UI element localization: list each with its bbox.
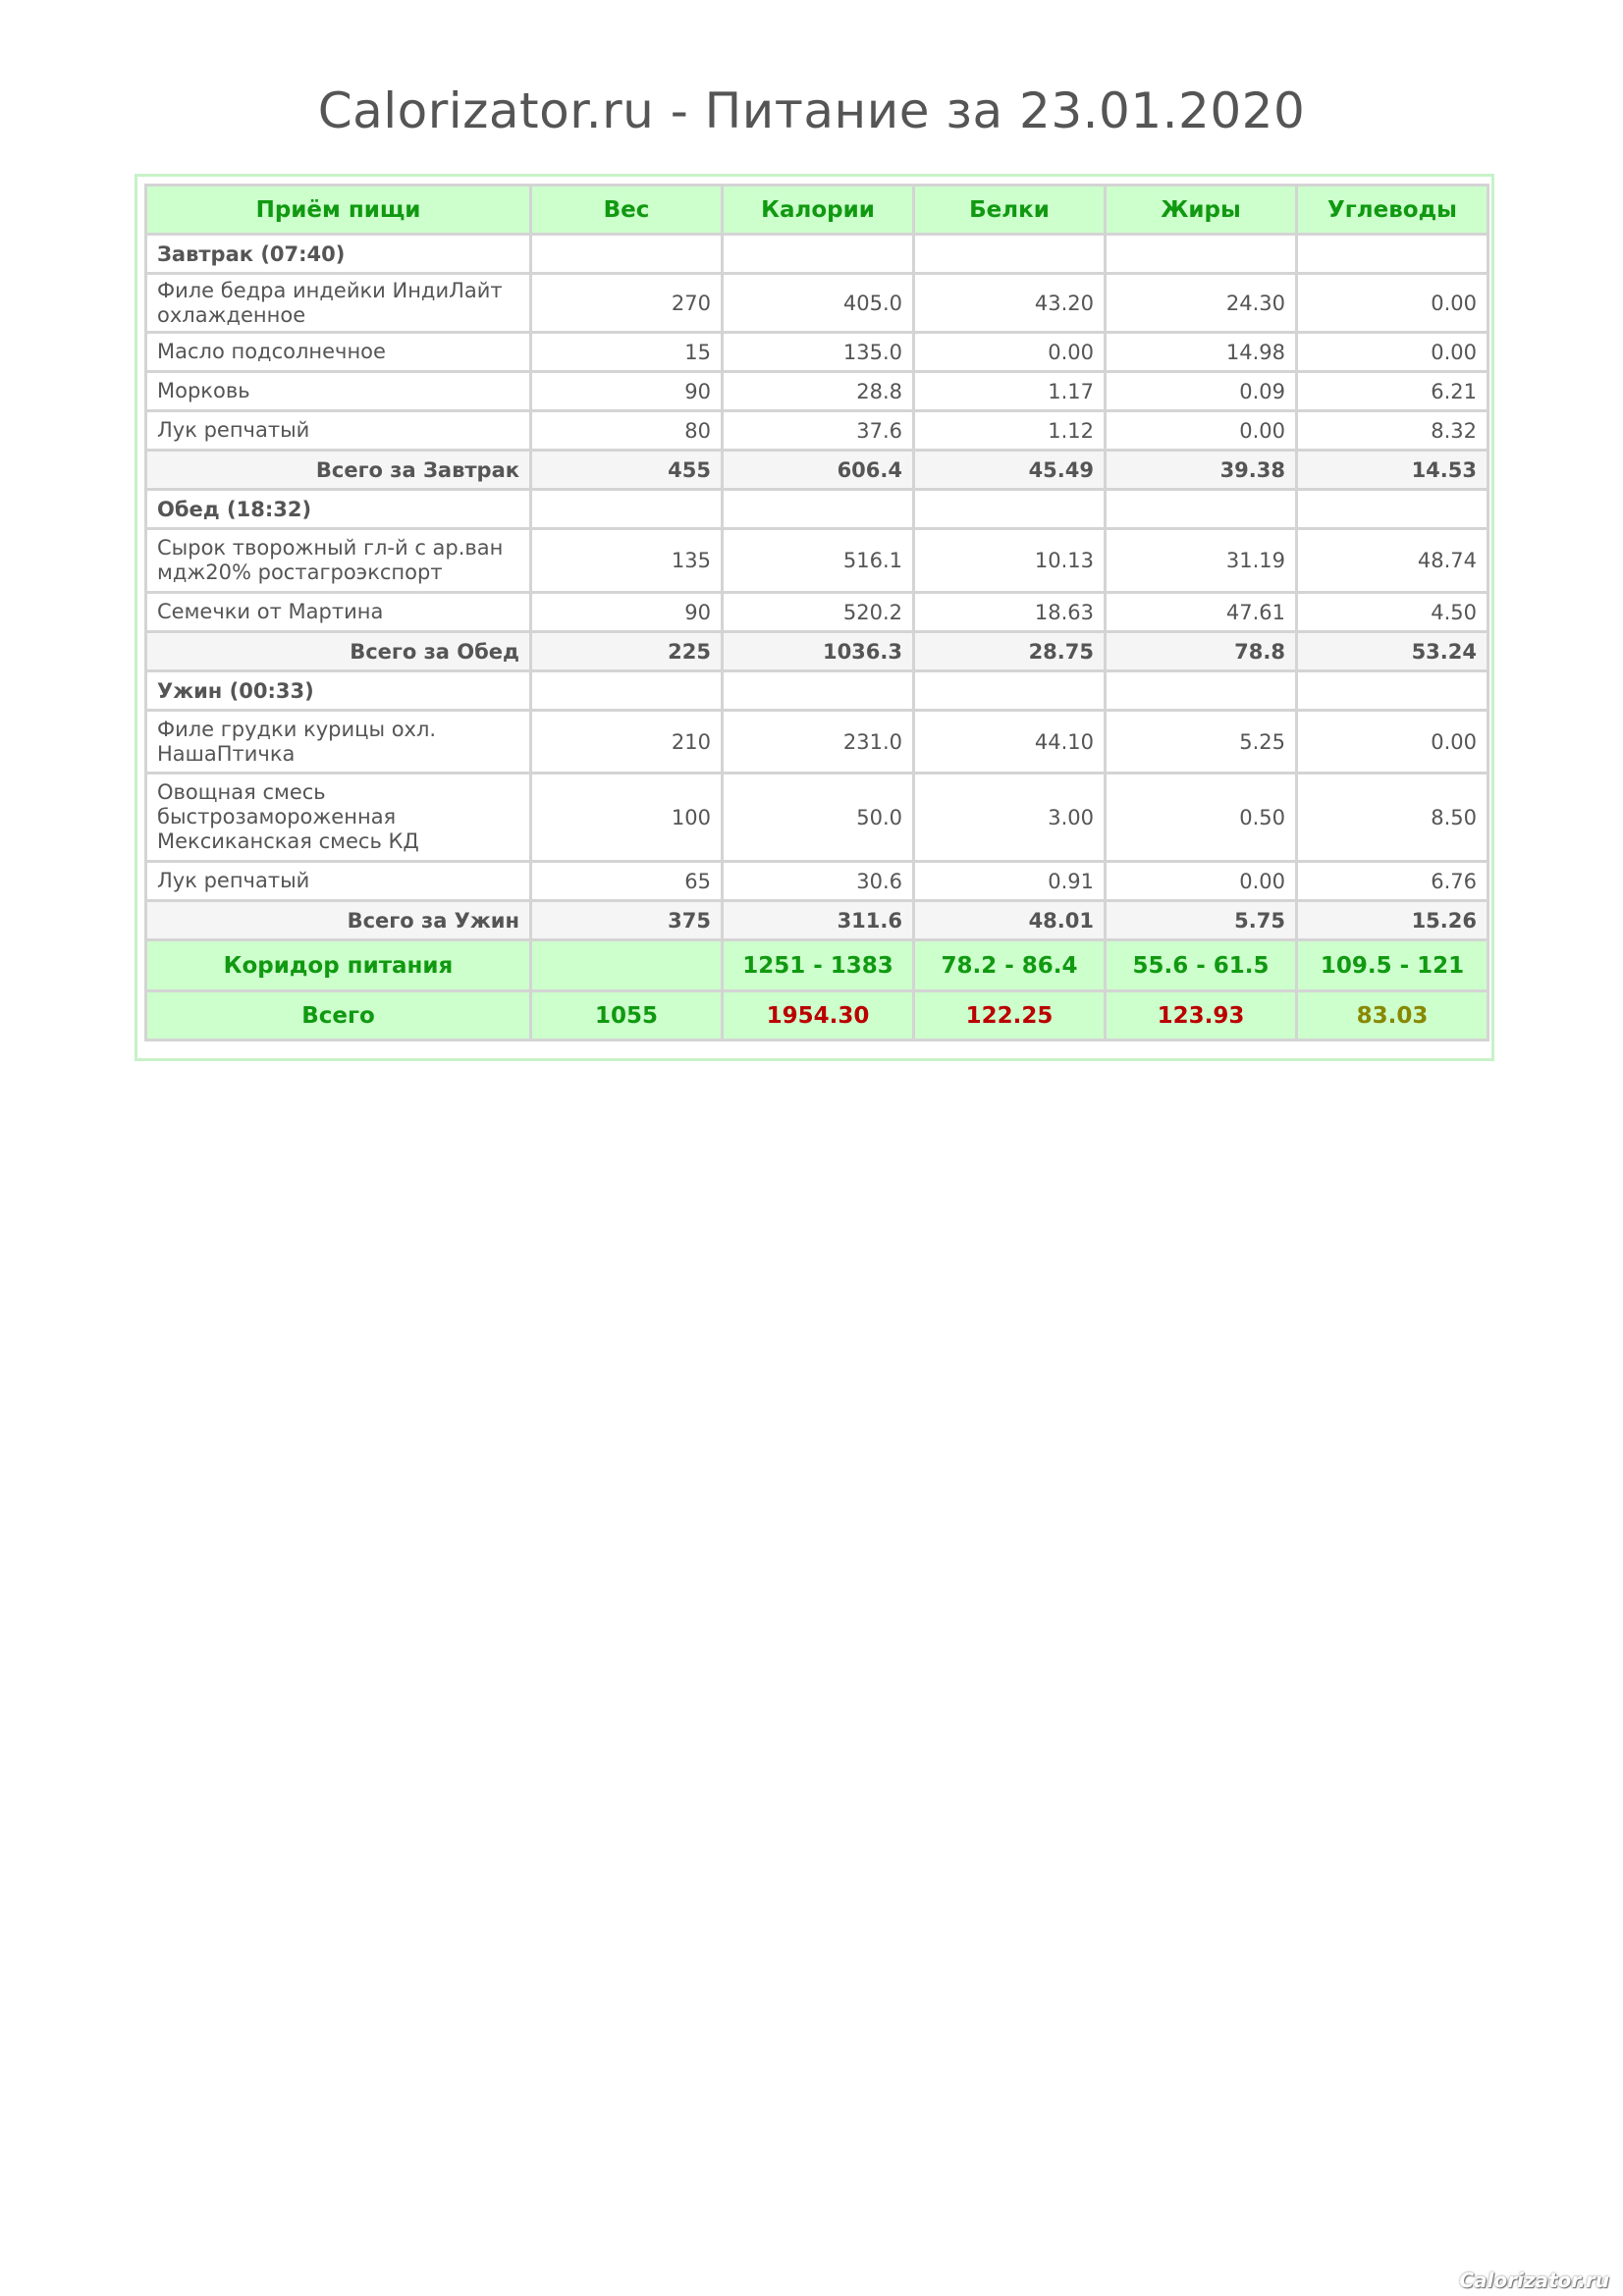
food-calories: 516.1 <box>723 529 914 593</box>
subtotal-fat: 39.38 <box>1106 451 1297 490</box>
table-row <box>146 372 1488 411</box>
food-weight: 80 <box>531 411 723 451</box>
subtotal-calories: 606.4 <box>723 451 914 490</box>
food-name: Лук репчатый <box>146 411 531 451</box>
corridor-fat: 55.6 - 61.5 <box>1106 940 1297 991</box>
subtotal-protein: 45.49 <box>914 451 1106 490</box>
page-title: Calorizator.ru - Питание за 23.01.2020 <box>317 82 1306 139</box>
grand-total-row <box>146 991 1488 1041</box>
food-calories: 28.8 <box>723 372 914 411</box>
table-row <box>146 774 1488 862</box>
food-calories: 50.0 <box>723 774 914 862</box>
total-weight: 1055 <box>531 991 723 1041</box>
table-row <box>146 274 1488 333</box>
subtotal-protein: 28.75 <box>914 632 1106 671</box>
subtotal-weight: 455 <box>531 451 723 490</box>
food-weight: 90 <box>531 593 723 632</box>
subtotal-row-dinner <box>146 901 1488 940</box>
food-name: Сырок творожный гл-й с ар.ван мдж20% ростагроэкспорт <box>146 529 531 593</box>
food-weight: 15 <box>531 333 723 372</box>
food-name: Морковь <box>146 372 531 411</box>
food-name: Овощная смесь быстрозамороженная Мексиканская смесь КД <box>146 774 531 862</box>
food-protein: 0.00 <box>914 333 1106 372</box>
corridor-row <box>146 940 1488 991</box>
corridor-calories: 1251 - 1383 <box>723 940 914 991</box>
food-fat: 24.30 <box>1106 274 1297 333</box>
food-carbs: 48.74 <box>1297 529 1488 593</box>
subtotal-carbs: 53.24 <box>1297 632 1488 671</box>
table-row <box>146 711 1488 774</box>
food-protein: 44.10 <box>914 711 1106 774</box>
food-carbs: 0.00 <box>1297 274 1488 333</box>
meal-row-dinner <box>146 671 1488 711</box>
food-carbs: 8.50 <box>1297 774 1488 862</box>
table-row <box>146 333 1488 372</box>
food-protein: 3.00 <box>914 774 1106 862</box>
subtotal-row-breakfast <box>146 451 1488 490</box>
watermark-logo: Calorizator.ru <box>1459 2269 1609 2292</box>
food-calories: 405.0 <box>723 274 914 333</box>
food-carbs: 6.21 <box>1297 372 1488 411</box>
header-weight: Вес <box>531 186 723 235</box>
food-name: Филе бедра индейки ИндиЛайт охлажденное <box>146 274 531 333</box>
food-protein: 10.13 <box>914 529 1106 593</box>
food-fat: 0.00 <box>1106 411 1297 451</box>
food-calories: 135.0 <box>723 333 914 372</box>
food-carbs: 6.76 <box>1297 862 1488 901</box>
food-weight: 100 <box>531 774 723 862</box>
food-name: Лук репчатый <box>146 862 531 901</box>
subtotal-fat: 5.75 <box>1106 901 1297 940</box>
table-row <box>146 411 1488 451</box>
header-carbs: Углеводы <box>1297 186 1488 235</box>
subtotal-weight: 225 <box>531 632 723 671</box>
header-fat: Жиры <box>1106 186 1297 235</box>
food-weight: 65 <box>531 862 723 901</box>
subtotal-weight: 375 <box>531 901 723 940</box>
food-name: Масло подсолнечное <box>146 333 531 372</box>
food-weight: 270 <box>531 274 723 333</box>
total-carbs: 83.03 <box>1297 991 1488 1041</box>
corridor-weight <box>531 940 723 991</box>
food-protein: 18.63 <box>914 593 1106 632</box>
header-protein: Белки <box>914 186 1106 235</box>
food-calories: 37.6 <box>723 411 914 451</box>
corridor-protein: 78.2 - 86.4 <box>914 940 1106 991</box>
subtotal-calories: 1036.3 <box>723 632 914 671</box>
subtotal-label: Всего за Обед <box>146 632 531 671</box>
subtotal-label: Всего за Ужин <box>146 901 531 940</box>
food-carbs: 4.50 <box>1297 593 1488 632</box>
total-calories: 1954.30 <box>723 991 914 1041</box>
food-protein: 43.20 <box>914 274 1106 333</box>
total-fat: 123.93 <box>1106 991 1297 1041</box>
table-row <box>146 593 1488 632</box>
food-carbs: 8.32 <box>1297 411 1488 451</box>
food-carbs: 0.00 <box>1297 333 1488 372</box>
subtotal-protein: 48.01 <box>914 901 1106 940</box>
meal-name: Обед (18:32) <box>146 490 531 529</box>
food-weight: 210 <box>531 711 723 774</box>
header-meal: Приём пищи <box>146 186 531 235</box>
food-name: Семечки от Мартина <box>146 593 531 632</box>
header-calories: Калории <box>723 186 914 235</box>
meal-name: Ужин (00:33) <box>146 671 531 711</box>
food-protein: 1.17 <box>914 372 1106 411</box>
subtotal-label: Всего за Завтрак <box>146 451 531 490</box>
food-weight: 135 <box>531 529 723 593</box>
corridor-carbs: 109.5 - 121 <box>1297 940 1488 991</box>
food-carbs: 0.00 <box>1297 711 1488 774</box>
header-row <box>146 186 1488 235</box>
meal-row-lunch <box>146 490 1488 529</box>
table-row <box>146 529 1488 593</box>
subtotal-calories: 311.6 <box>723 901 914 940</box>
food-calories: 30.6 <box>723 862 914 901</box>
food-fat: 5.25 <box>1106 711 1297 774</box>
food-fat: 31.19 <box>1106 529 1297 593</box>
meal-row-breakfast <box>146 235 1488 274</box>
food-fat: 47.61 <box>1106 593 1297 632</box>
subtotal-carbs: 15.26 <box>1297 901 1488 940</box>
total-label: Всего <box>146 991 531 1041</box>
total-protein: 122.25 <box>914 991 1106 1041</box>
food-protein: 1.12 <box>914 411 1106 451</box>
table-row <box>146 862 1488 901</box>
food-protein: 0.91 <box>914 862 1106 901</box>
food-weight: 90 <box>531 372 723 411</box>
nutrition-table <box>144 184 1489 1041</box>
subtotal-carbs: 14.53 <box>1297 451 1488 490</box>
food-fat: 0.00 <box>1106 862 1297 901</box>
subtotal-fat: 78.8 <box>1106 632 1297 671</box>
food-calories: 231.0 <box>723 711 914 774</box>
meal-name: Завтрак (07:40) <box>146 235 531 274</box>
food-fat: 0.50 <box>1106 774 1297 862</box>
food-fat: 0.09 <box>1106 372 1297 411</box>
food-name: Филе грудки курицы охл. НашаПтичка <box>146 711 531 774</box>
corridor-label: Коридор питания <box>146 940 531 991</box>
food-calories: 520.2 <box>723 593 914 632</box>
subtotal-row-lunch <box>146 632 1488 671</box>
food-fat: 14.98 <box>1106 333 1297 372</box>
